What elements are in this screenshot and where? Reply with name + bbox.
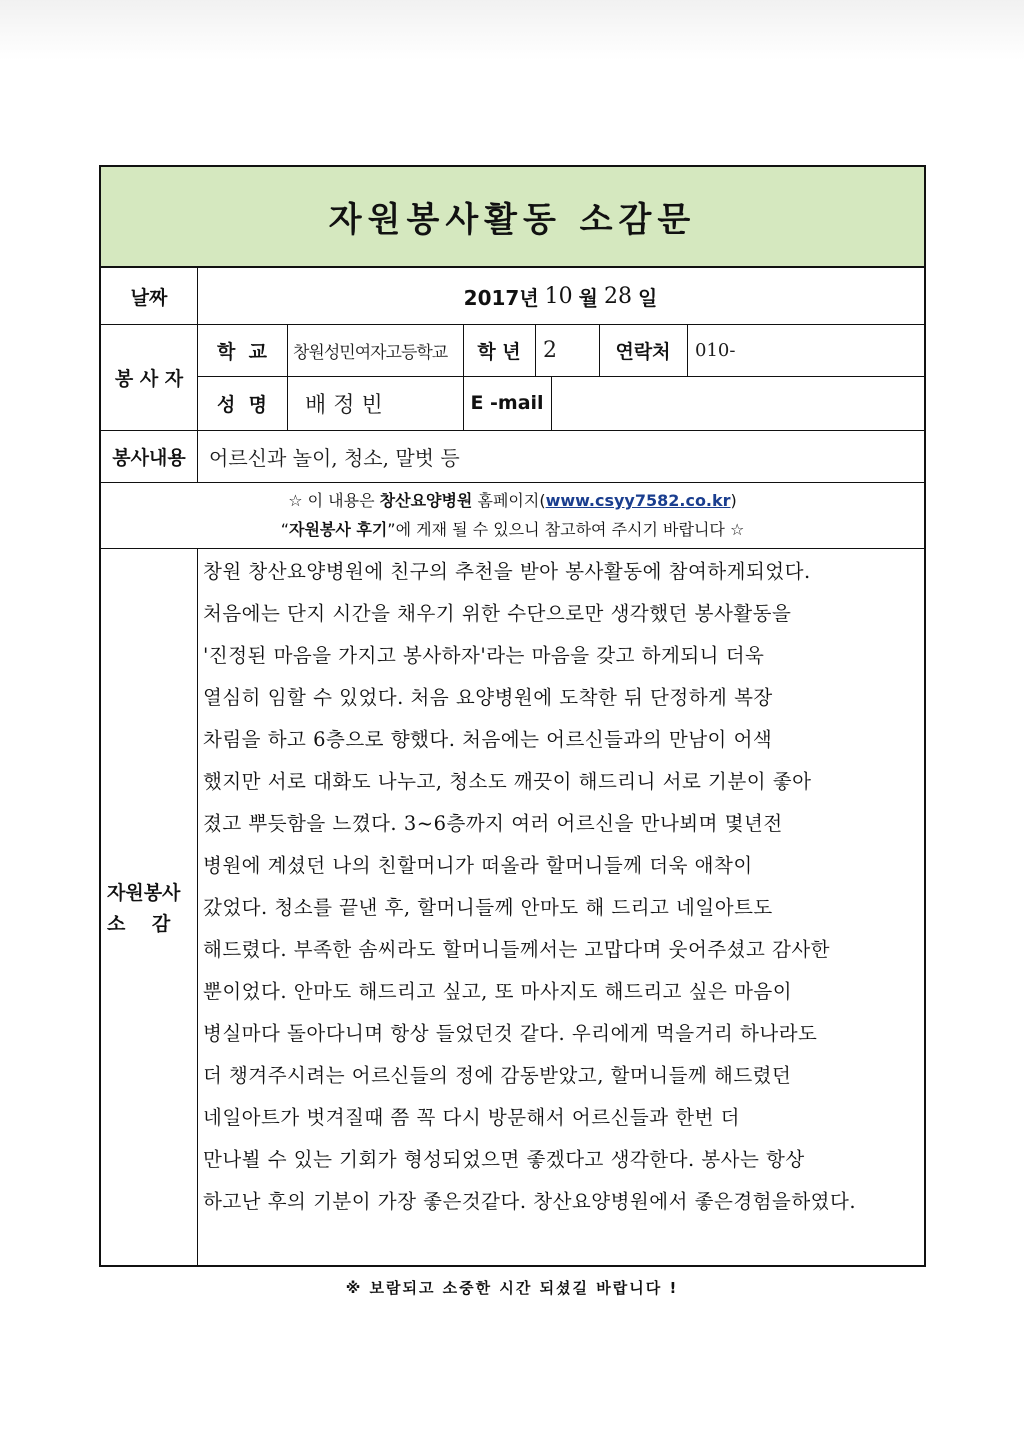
essay-body xyxy=(203,551,915,1223)
contact-value: 010- xyxy=(695,339,736,361)
grade-label: 학 년 xyxy=(477,340,521,363)
essay-line: 갔었다. 청소를 끝낸 후, 할머니들께 안마도 해 드리고 네일아트도 xyxy=(203,896,773,919)
essay-line: 하고난 후의 기분이 가장 좋은것같다. 창산요양병원에서 좋은경험을하였다. xyxy=(203,1190,857,1213)
hospital-name: 창산요양병원 xyxy=(379,491,473,510)
essay-label-line-2: 소 감 xyxy=(107,913,171,935)
essay-line: 뿐이었다. 안마도 해드리고 싶고, 또 마사지도 해드리고 싶은 마음이 xyxy=(203,980,793,1003)
notice-line-2 xyxy=(101,516,924,543)
form-title-row xyxy=(101,167,924,268)
email-value xyxy=(553,376,924,430)
date-day-unit: 일 xyxy=(637,285,658,310)
volunteer-report-form xyxy=(99,165,926,1267)
date-month-unit: 월 xyxy=(578,285,598,310)
essay-line: 해드렸다. 부족한 솜씨라도 할머니들께서는 고맙다며 웃어주셨고 감사한 xyxy=(203,938,830,961)
essay-line: 더 챙겨주시려는 어르신들의 정에 감동받았고, 할머니들께 해드렸던 xyxy=(203,1064,792,1087)
hospital-url-link[interactable]: www.csyy7582.co.kr xyxy=(545,491,731,510)
form-title: 자원봉사활동 소감문 xyxy=(328,200,697,240)
content-value: 어르신과 놀이, 청소, 말벗 등 xyxy=(209,445,460,470)
notice-text: ”에 게재 될 수 있으니 참고하여 주시기 바랍니다 xyxy=(387,520,725,539)
essay-line: '진정된 마음을 가지고 봉사하자'라는 마음을 갖고 하게되니 더욱 xyxy=(203,644,765,667)
scan-edge xyxy=(0,0,1024,60)
date-day: 28 xyxy=(603,283,632,309)
essay-label xyxy=(101,867,197,947)
notice-text: 홈페이지( xyxy=(477,491,546,510)
essay-line: 열심히 임할 수 있었다. 처음 요양병원에 도착한 뒤 단정하게 복장 xyxy=(203,686,773,709)
divider xyxy=(101,548,924,549)
grade-value: 2 xyxy=(543,337,557,363)
date-value xyxy=(197,268,924,324)
divider xyxy=(101,482,924,483)
date-year: 2017년 xyxy=(463,285,539,310)
essay-line: 차림을 하고 6층으로 향했다. 처음에는 어르신들과의 만남이 어색 xyxy=(203,728,773,751)
divider xyxy=(687,324,688,376)
essay-line: 병실마다 돌아다니며 항상 들었던것 같다. 우리에게 먹을거리 하나라도 xyxy=(203,1022,818,1045)
notice-text: 이 내용은 xyxy=(307,491,375,510)
contact-label: 연락처 xyxy=(615,340,671,363)
divider xyxy=(535,324,536,376)
star-icon: ☆ xyxy=(729,520,745,539)
divider xyxy=(551,376,552,430)
essay-line: 네일아트가 벗겨질때 쯤 꼭 다시 방문해서 어르신들과 한번 더 xyxy=(203,1106,741,1129)
volunteer-label: 봉 사 자 xyxy=(114,367,184,390)
star-icon: ☆ xyxy=(288,491,303,510)
name-label: 성 명 xyxy=(217,393,267,416)
notice-line-1 xyxy=(101,487,924,514)
essay-line: 처음에는 단지 시간을 채우기 위한 수단으로만 생각했던 봉사활동을 xyxy=(203,602,792,625)
school-value: 창원성민여자고등학교 xyxy=(293,342,448,363)
email-label: E -mail xyxy=(470,392,544,414)
essay-line: 했지만 서로 대화도 나누고, 청소도 깨끗이 해드리니 서로 기분이 좋아 xyxy=(203,770,812,793)
name-value: 배 정 빈 xyxy=(305,392,383,418)
content-label: 봉사내용 xyxy=(112,446,186,469)
essay-line: 만나뵐 수 있는 기회가 형성되었으면 좋겠다고 생각한다. 봉사는 항상 xyxy=(203,1148,805,1171)
footer-note: ※ 보람되고 소중한 시간 되셨길 바랍니다 ! xyxy=(345,1279,679,1297)
review-board-name: 자원봉사 후기 xyxy=(288,520,388,539)
date-label: 날짜 xyxy=(130,286,168,309)
notice-text: ) xyxy=(730,491,737,510)
divider xyxy=(287,324,288,430)
essay-line: 창원 창산요양병원에 친구의 추천을 받아 봉사활동에 참여하게되었다. xyxy=(203,560,811,583)
divider xyxy=(197,548,198,1265)
date-month: 10 xyxy=(544,283,573,309)
essay-line: 졌고 뿌듯함을 느꼈다. 3~6층까지 여러 어르신을 만나뵈며 몇년전 xyxy=(203,812,783,835)
school-label: 학 교 xyxy=(217,340,267,363)
essay-label-line-1: 자원봉사 xyxy=(107,882,181,904)
essay-line: 병원에 계셨던 나의 친할머니가 떠올라 할머니들께 더욱 애착이 xyxy=(203,854,753,877)
notice-text: “ xyxy=(280,520,289,539)
